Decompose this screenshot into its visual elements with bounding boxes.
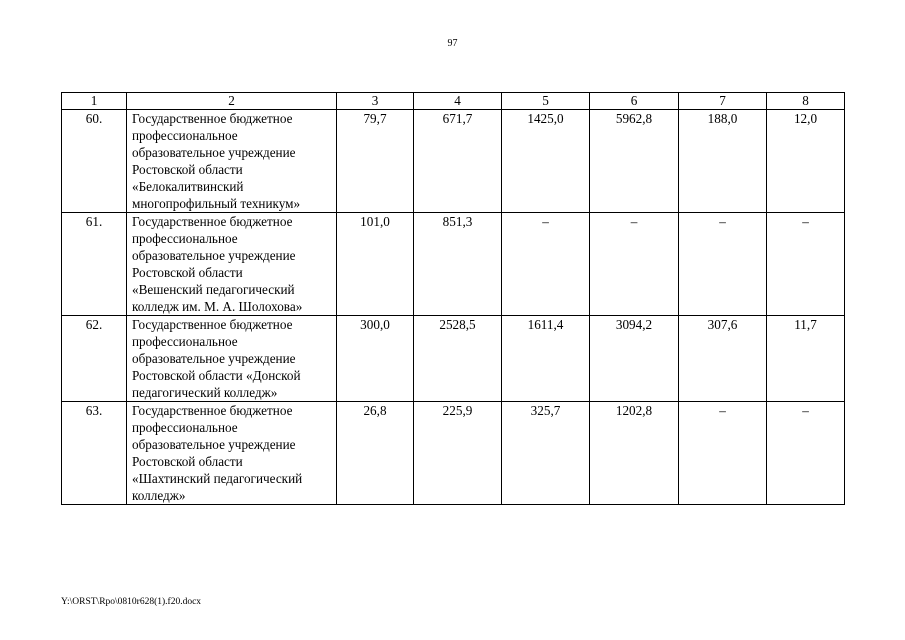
value-cell: 3094,2	[590, 316, 679, 402]
name-line: Ростовской области	[132, 454, 243, 469]
institution-name	[127, 110, 337, 213]
name-line: «Вешенский педагогический	[132, 282, 295, 297]
value-cell: 2528,5	[414, 316, 502, 402]
name-line: колледж им. М. А. Шолохова»	[132, 299, 303, 314]
name-line: образовательное учреждение	[132, 351, 296, 366]
name-line: профессиональное	[132, 420, 238, 435]
value-cell: –	[679, 213, 767, 316]
row-number: 63.	[62, 402, 127, 505]
table-row	[62, 402, 845, 505]
name-line: профессиональное	[132, 334, 238, 349]
name-line: образовательное учреждение	[132, 145, 296, 160]
row-number: 61.	[62, 213, 127, 316]
value-cell: 188,0	[679, 110, 767, 213]
value-cell: 325,7	[502, 402, 590, 505]
name-line: колледж»	[132, 488, 186, 503]
value-cell: 1425,0	[502, 110, 590, 213]
name-line: Государственное бюджетное	[132, 403, 293, 418]
value-cell: 5962,8	[590, 110, 679, 213]
name-line: «Белокалитвинский	[132, 179, 244, 194]
table-row	[62, 110, 845, 213]
table-row	[62, 213, 845, 316]
value-cell: –	[502, 213, 590, 316]
value-cell: 851,3	[414, 213, 502, 316]
value-cell: 307,6	[679, 316, 767, 402]
column-header: 4	[414, 93, 502, 110]
name-line: Ростовской области	[132, 265, 243, 280]
column-header: 3	[337, 93, 414, 110]
value-cell: 1202,8	[590, 402, 679, 505]
name-line: Ростовской области	[132, 162, 243, 177]
name-line: многопрофильный техникум»	[132, 196, 301, 211]
name-line: Ростовской области «Донской	[132, 368, 301, 383]
name-line: образовательное учреждение	[132, 437, 296, 452]
table-row	[62, 316, 845, 402]
value-cell: –	[590, 213, 679, 316]
name-line: педагогический колледж»	[132, 385, 278, 400]
value-cell: 12,0	[767, 110, 845, 213]
value-cell: 11,7	[767, 316, 845, 402]
row-number: 62.	[62, 316, 127, 402]
institution-name	[127, 402, 337, 505]
name-line: образовательное учреждение	[132, 248, 296, 263]
name-line: Государственное бюджетное	[132, 317, 293, 332]
name-line: профессиональное	[132, 231, 238, 246]
value-cell: 79,7	[337, 110, 414, 213]
table-header-row	[62, 93, 845, 110]
value-cell: 225,9	[414, 402, 502, 505]
column-header: 5	[502, 93, 590, 110]
value-cell: 1611,4	[502, 316, 590, 402]
institution-name	[127, 316, 337, 402]
column-header: 1	[62, 93, 127, 110]
name-line: Государственное бюджетное	[132, 111, 293, 126]
value-cell: –	[679, 402, 767, 505]
value-cell: –	[767, 213, 845, 316]
column-header: 7	[679, 93, 767, 110]
value-cell: 300,0	[337, 316, 414, 402]
value-cell: –	[767, 402, 845, 505]
page-number: 97	[447, 38, 458, 49]
data-table	[61, 92, 845, 505]
column-header: 6	[590, 93, 679, 110]
name-line: профессиональное	[132, 128, 238, 143]
row-number: 60.	[62, 110, 127, 213]
name-line: Государственное бюджетное	[132, 214, 293, 229]
value-cell: 671,7	[414, 110, 502, 213]
name-line: «Шахтинский педагогический	[132, 471, 303, 486]
column-header: 2	[127, 93, 337, 110]
institution-name	[127, 213, 337, 316]
column-header: 8	[767, 93, 845, 110]
value-cell: 101,0	[337, 213, 414, 316]
footer-file-path: Y:\ORST\Rpo\0810r628(1).f20.docx	[61, 597, 202, 607]
value-cell: 26,8	[337, 402, 414, 505]
